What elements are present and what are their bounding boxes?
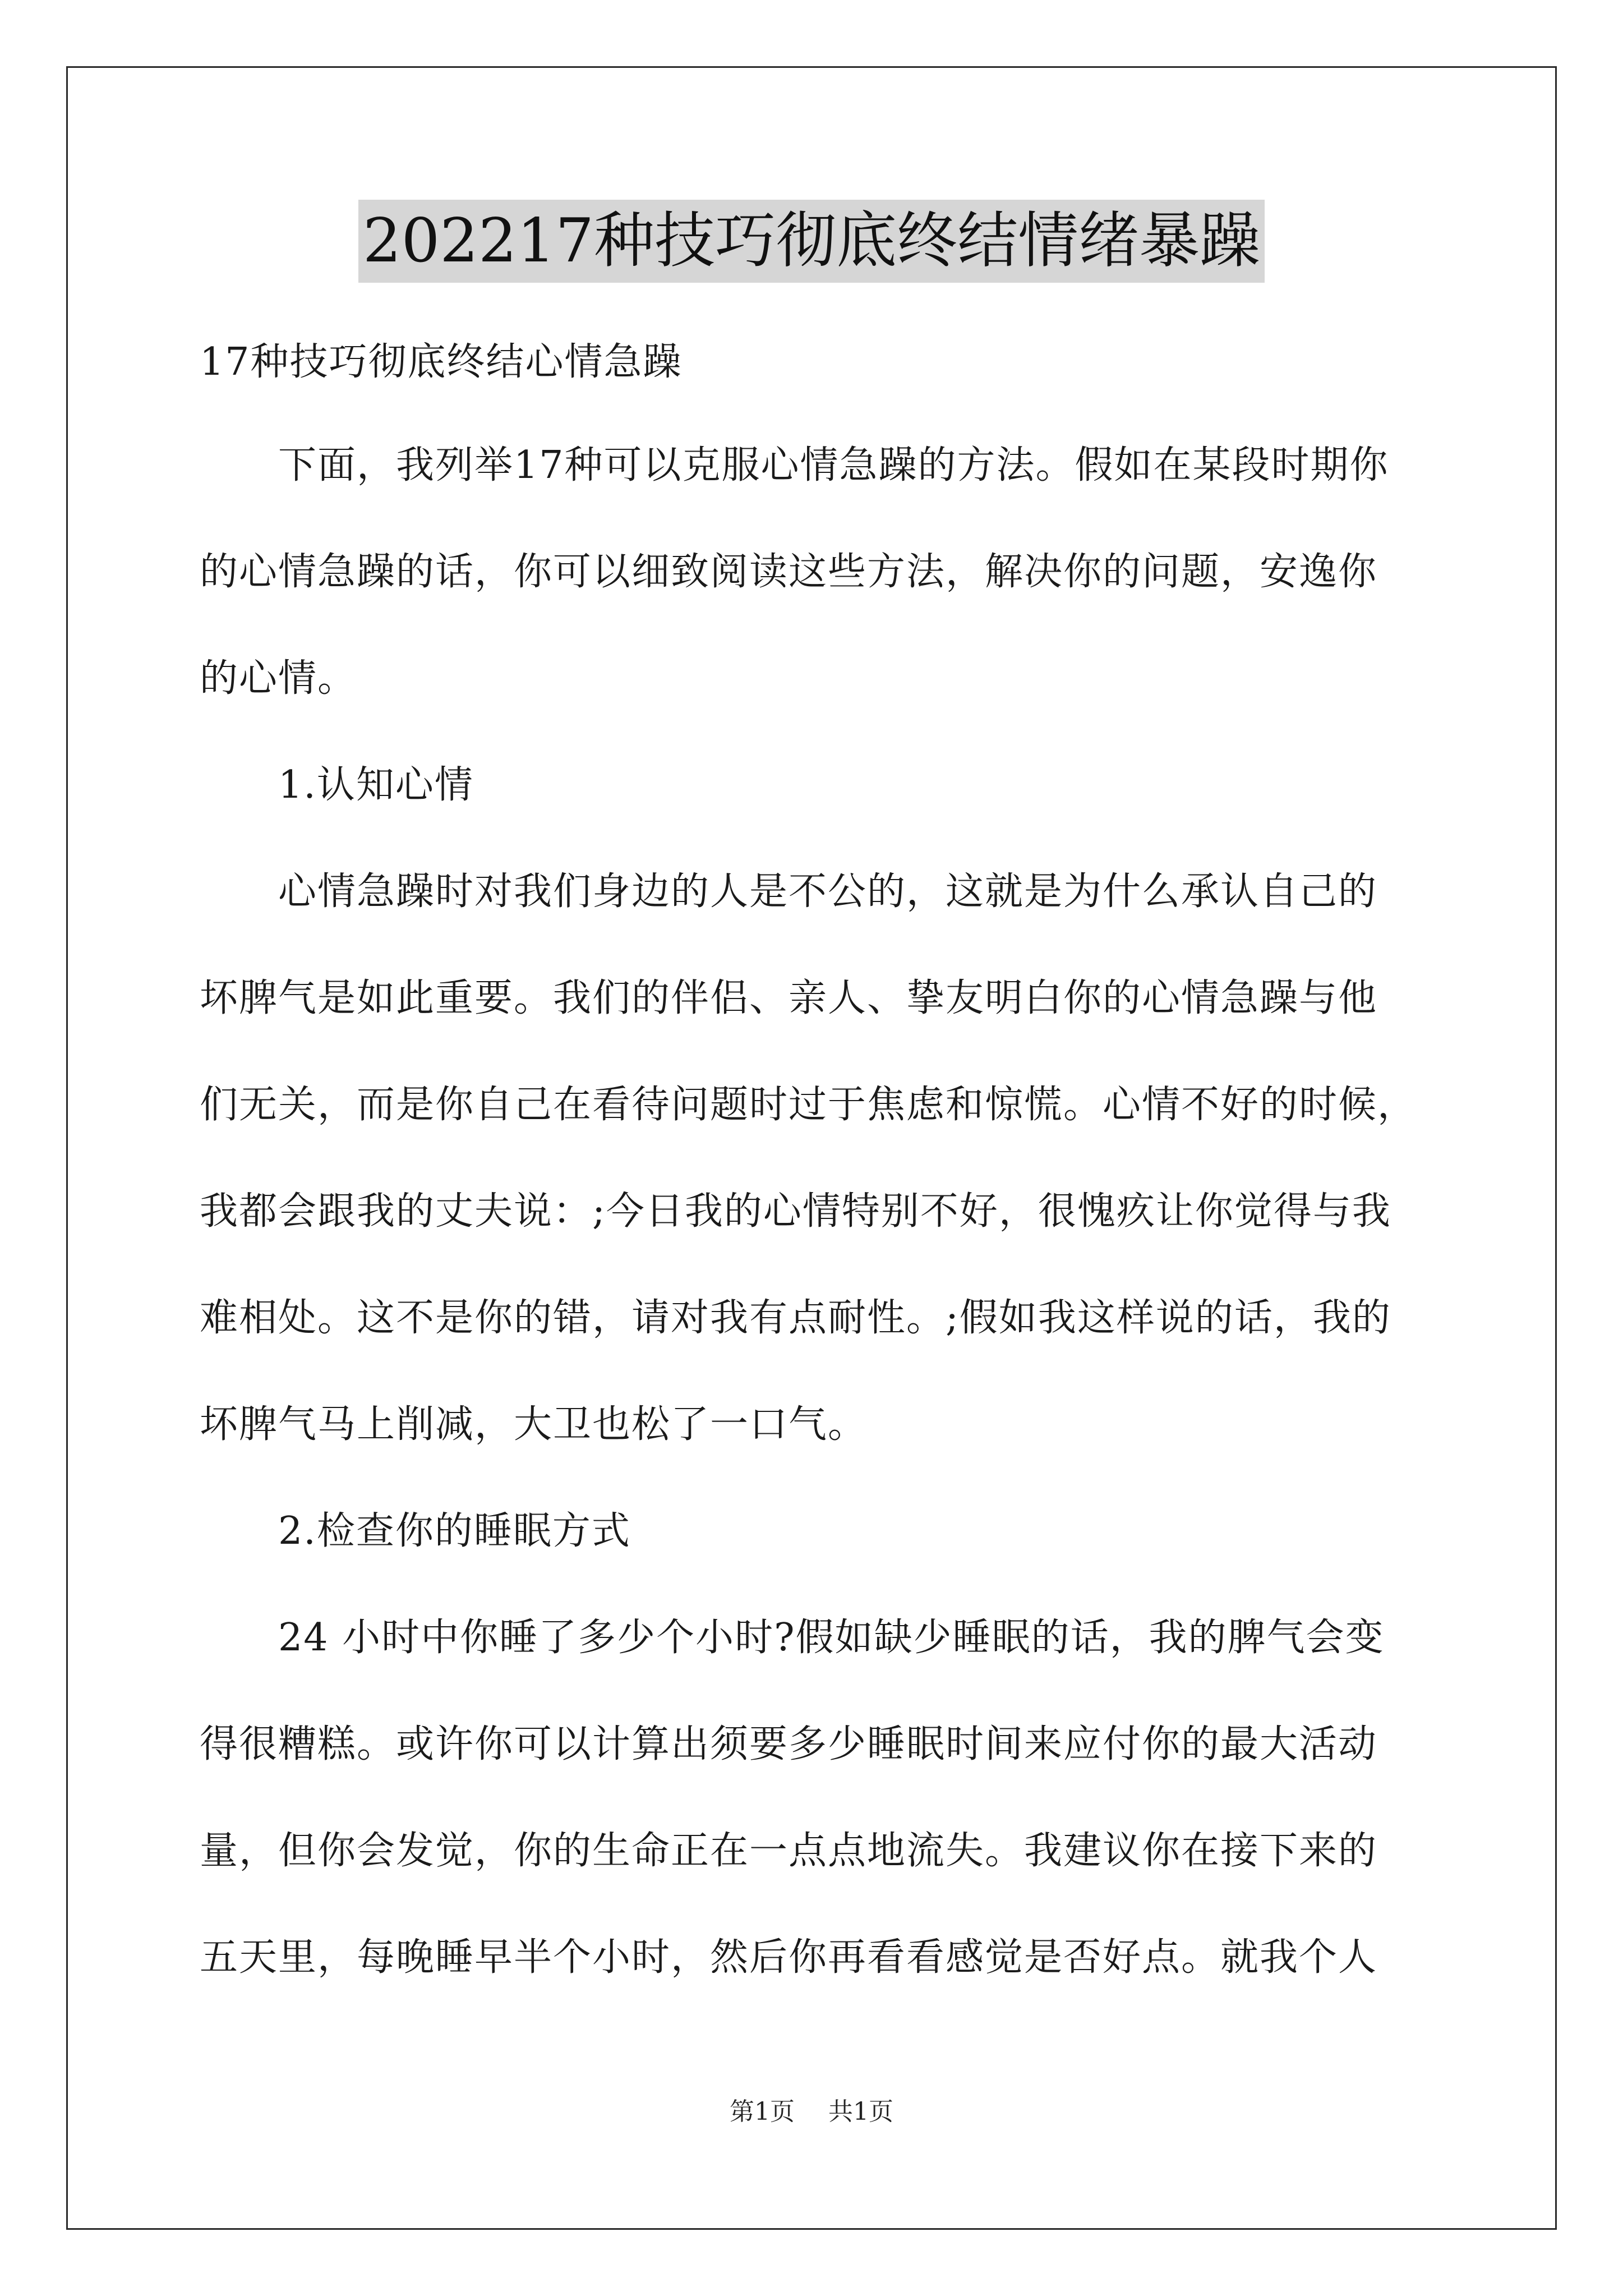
page-number: 第1页 [730, 2097, 795, 2126]
document-title: 202217种技巧彻底终结情绪暴躁 [358, 200, 1265, 283]
paragraph-line: 们无关，而是你自己在看待问题时过于焦虑和惊慌。心情不好的时候， [200, 1083, 1417, 1127]
paragraph-line: 五天里，每晚睡早半个小时，然后你再看看感觉是否好点。就我个人 [200, 1935, 1378, 1980]
section-heading: 2.检查你的睡眠方式 [200, 1509, 631, 1553]
paragraph-line: 下面，我列举17种可以克服心情急躁的方法。假如在某段时期你 [200, 443, 1389, 487]
title-container [0, 200, 1623, 283]
subtitle: 17种技巧彻底终结心情急躁 [200, 340, 683, 384]
paragraph-line: 得很糟糕。或许你可以计算出须要多少睡眠时间来应付你的最大活动 [200, 1722, 1378, 1766]
paragraph-line: 的心情。 [200, 656, 357, 701]
paragraph-line: 心情急躁时对我们身边的人是不公的，这就是为什么承认自己的 [200, 869, 1378, 914]
paragraph-line: 我都会跟我的丈夫说：;今日我的心情特别不好，很愧疚让你觉得与我 [200, 1189, 1391, 1234]
paragraph-line: 坏脾气是如此重要。我们的伴侣、亲人、挚友明白你的心情急躁与他 [200, 976, 1378, 1020]
paragraph-line: 难相处。这不是你的错，请对我有点耐性。;假如我这样说的话，我的 [200, 1296, 1391, 1340]
document-body [200, 337, 1433, 1984]
page-footer [0, 2095, 1623, 2129]
paragraph-line: 坏脾气马上削减，大卫也松了一口气。 [200, 1402, 868, 1447]
section-heading: 1.认知心情 [200, 763, 474, 807]
paragraph-line: 的心情急躁的话，你可以细致阅读这些方法，解决你的问题，安逸你 [200, 550, 1378, 594]
paragraph-line: 24 小时中你睡了多少个小时?假如缺少睡眠的话，我的脾气会变 [200, 1616, 1385, 1660]
page-total: 共1页 [828, 2097, 893, 2126]
paragraph-line: 量，但你会发觉，你的生命正在一点点地流失。我建议你在接下来的 [200, 1829, 1378, 1873]
